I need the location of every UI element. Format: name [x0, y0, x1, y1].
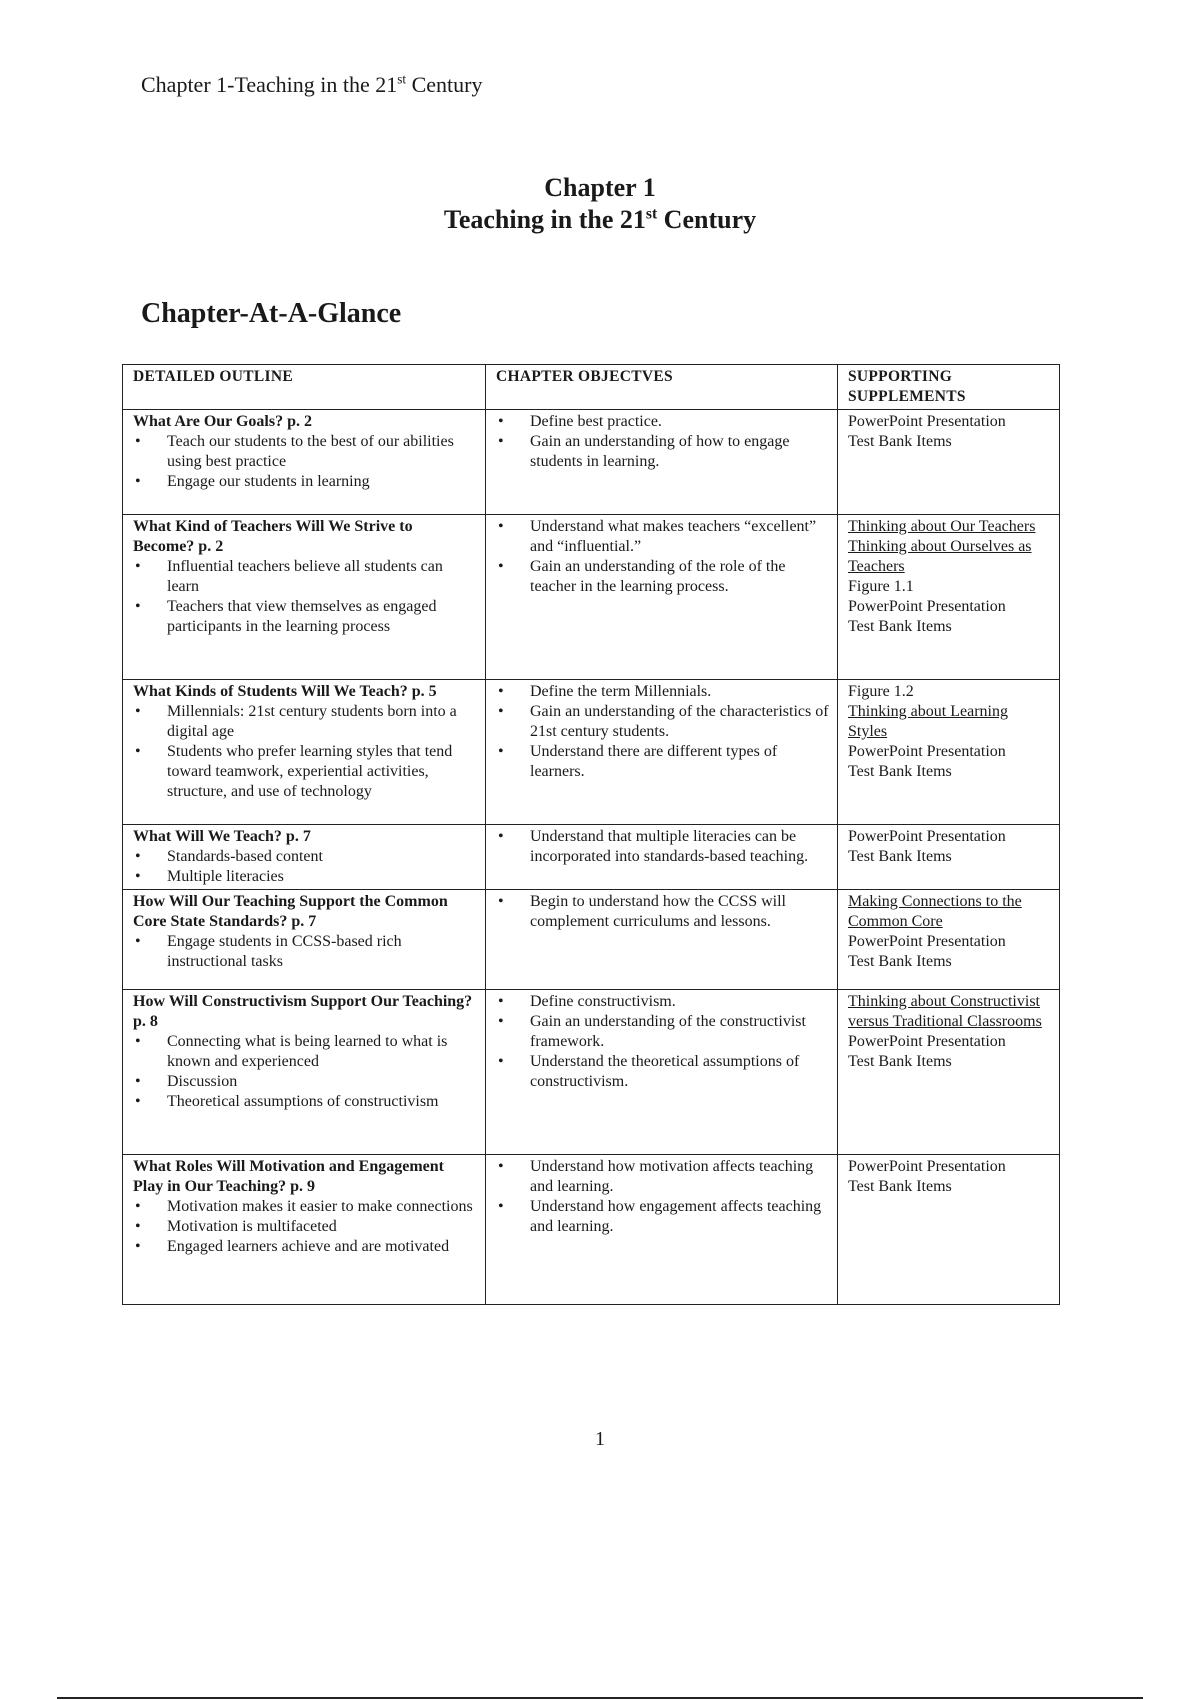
supplement-link[interactable]: Thinking about Constructivist versus Traditional Classrooms [848, 993, 1042, 1030]
outline-bullet: • Influential teachers believe all students can learn [133, 557, 477, 597]
objective-bullet: • Understand the theoretical assumptions of constructivism. [496, 1052, 829, 1092]
outline-bullet: • Discussion [133, 1072, 477, 1092]
supplement-item: Test Bank Items [848, 953, 952, 970]
outline-bullet: • Motivation makes it easier to make connections [133, 1197, 477, 1217]
outline-cell [123, 990, 486, 1155]
outline-bullet: • Students who prefer learning styles that tend toward teamwork, experiential activities, structure, and use of technology [133, 742, 477, 802]
outline-cell [123, 410, 486, 515]
outline-topic: What Will We Teach? p. 7 [133, 828, 311, 845]
chapter-subtitle: Teaching in the 21st Century [443, 205, 757, 234]
outline-bullet: • Theoretical assumptions of constructivism [133, 1092, 477, 1112]
supplement-item: PowerPoint Presentation [848, 598, 1006, 615]
objective-bullet: • Understand how motivation affects teaching and learning. [496, 1157, 829, 1197]
objective-bullet: • Understand how engagement affects teaching and learning. [496, 1197, 829, 1237]
outline-bullet: • Teachers that view themselves as engaged participants in the learning process [133, 597, 477, 637]
header-detailed-outline: DETAILED OUTLINE [123, 365, 486, 410]
chapter-number: Chapter 1 [544, 173, 656, 202]
supplement-item: PowerPoint Presentation [848, 1033, 1006, 1050]
supplement-link[interactable]: Thinking about Learning Styles [848, 703, 1008, 740]
header-chapter-objectives: CHAPTER OBJECTVES [486, 365, 838, 410]
supplement-item: PowerPoint Presentation [848, 828, 1006, 845]
objective-bullet: • Understand what makes teachers “excellent” and “influential.” [496, 517, 829, 557]
supplements-cell [838, 680, 1060, 825]
header-supporting-supplements: SUPPORTING SUPPLEMENTS [838, 365, 1060, 410]
objectives-cell [486, 1155, 838, 1305]
outline-cell [123, 1155, 486, 1305]
section-heading: Chapter-At-A-Glance [141, 298, 402, 329]
supplements-cell [838, 890, 1060, 990]
objective-bullet: • Define constructivism. [496, 992, 829, 1012]
supplement-item: PowerPoint Presentation [848, 1158, 1006, 1175]
supplement-item: Test Bank Items [848, 433, 952, 450]
objective-bullet: • Understand there are different types of learners. [496, 742, 829, 782]
outline-bullet: • Engage our students in learning [133, 472, 477, 492]
supplements-cell [838, 990, 1060, 1155]
outline-bullet: • Millennials: 21st century students born into a digital age [133, 702, 477, 742]
supplement-item: Figure 1.2 [848, 683, 914, 700]
supplement-item: PowerPoint Presentation [848, 743, 1006, 760]
supplement-link[interactable]: Thinking about Our Teachers [848, 518, 1036, 535]
outline-topic: What Are Our Goals? p. 2 [133, 413, 312, 430]
objectives-cell [486, 990, 838, 1155]
supplement-item: Figure 1.1 [848, 578, 914, 595]
outline-topic: How Will Constructivism Support Our Teaching? p. 8 [133, 993, 473, 1030]
supplement-item: Test Bank Items [848, 618, 952, 635]
table-row [123, 515, 1060, 680]
outline-topic: What Kinds of Students Will We Teach? p. 5 [133, 683, 437, 700]
table-row [123, 890, 1060, 990]
outline-bullet: • Engaged learners achieve and are motivated [133, 1237, 477, 1257]
outline-bullet: • Multiple literacies [133, 867, 477, 887]
objective-bullet: • Define the term Millennials. [496, 682, 829, 702]
outline-bullet: • Motivation is multifaceted [133, 1217, 477, 1237]
supplement-item: Test Bank Items [848, 1053, 952, 1070]
outline-bullet: • Standards-based content [133, 847, 477, 867]
supplement-item: Test Bank Items [848, 763, 952, 780]
outline-bullet: • Teach our students to the best of our abilities using best practice [133, 432, 477, 472]
outline-bullet: • Engage students in CCSS-based rich instructional tasks [133, 932, 477, 972]
objective-bullet: • Gain an understanding of how to engage students in learning. [496, 432, 829, 472]
outline-topic: What Roles Will Motivation and Engagement Play in Our Teaching? p. 9 [133, 1158, 444, 1195]
objective-bullet: • Gain an understanding of the constructivist framework. [496, 1012, 829, 1052]
objective-bullet: • Begin to understand how the CCSS will complement curriculums and lessons. [496, 892, 829, 932]
objective-bullet: • Gain an understanding of the characteristics of 21st century students. [496, 702, 829, 742]
footer-divider [57, 1697, 1143, 1699]
outline-bullet: • Connecting what is being learned to what is known and experienced [133, 1032, 477, 1072]
table-row [123, 990, 1060, 1155]
outline-cell [123, 680, 486, 825]
supplement-item: Test Bank Items [848, 848, 952, 865]
page-number: 1 [595, 1428, 605, 1450]
supplement-item: PowerPoint Presentation [848, 933, 1006, 950]
supplement-item: PowerPoint Presentation [848, 413, 1006, 430]
objectives-cell [486, 825, 838, 890]
objectives-cell [486, 515, 838, 680]
objectives-cell [486, 680, 838, 825]
table-row [123, 825, 1060, 890]
table-row [123, 1155, 1060, 1305]
supplements-cell [838, 515, 1060, 680]
objective-bullet: • Gain an understanding of the role of the teacher in the learning process. [496, 557, 829, 597]
table-row [123, 410, 1060, 515]
supplements-cell [838, 410, 1060, 515]
objectives-cell [486, 890, 838, 990]
table-header-row [123, 365, 1060, 410]
objective-bullet: • Define best practice. [496, 412, 829, 432]
objective-bullet: • Understand that multiple literacies can be incorporated into standards-based teaching. [496, 827, 829, 867]
chapter-title [0, 172, 1200, 236]
supplement-link[interactable]: Thinking about Ourselves as Teachers [848, 538, 1032, 575]
table-row [123, 680, 1060, 825]
supplement-link[interactable]: Making Connections to the Common Core [848, 893, 1022, 930]
supplements-cell [838, 1155, 1060, 1305]
supplement-item: Test Bank Items [848, 1178, 952, 1195]
outline-cell [123, 825, 486, 890]
running-header: Chapter 1-Teaching in the 21st Century [141, 71, 483, 97]
outline-topic: What Kind of Teachers Will We Strive to Become? p. 2 [133, 518, 413, 555]
supplements-cell [838, 825, 1060, 890]
outline-topic: How Will Our Teaching Support the Common Core State Standards? p. 7 [133, 893, 448, 930]
outline-cell [123, 515, 486, 680]
objectives-cell [486, 410, 838, 515]
outline-cell [123, 890, 486, 990]
chapter-glance-table [122, 364, 1060, 1305]
